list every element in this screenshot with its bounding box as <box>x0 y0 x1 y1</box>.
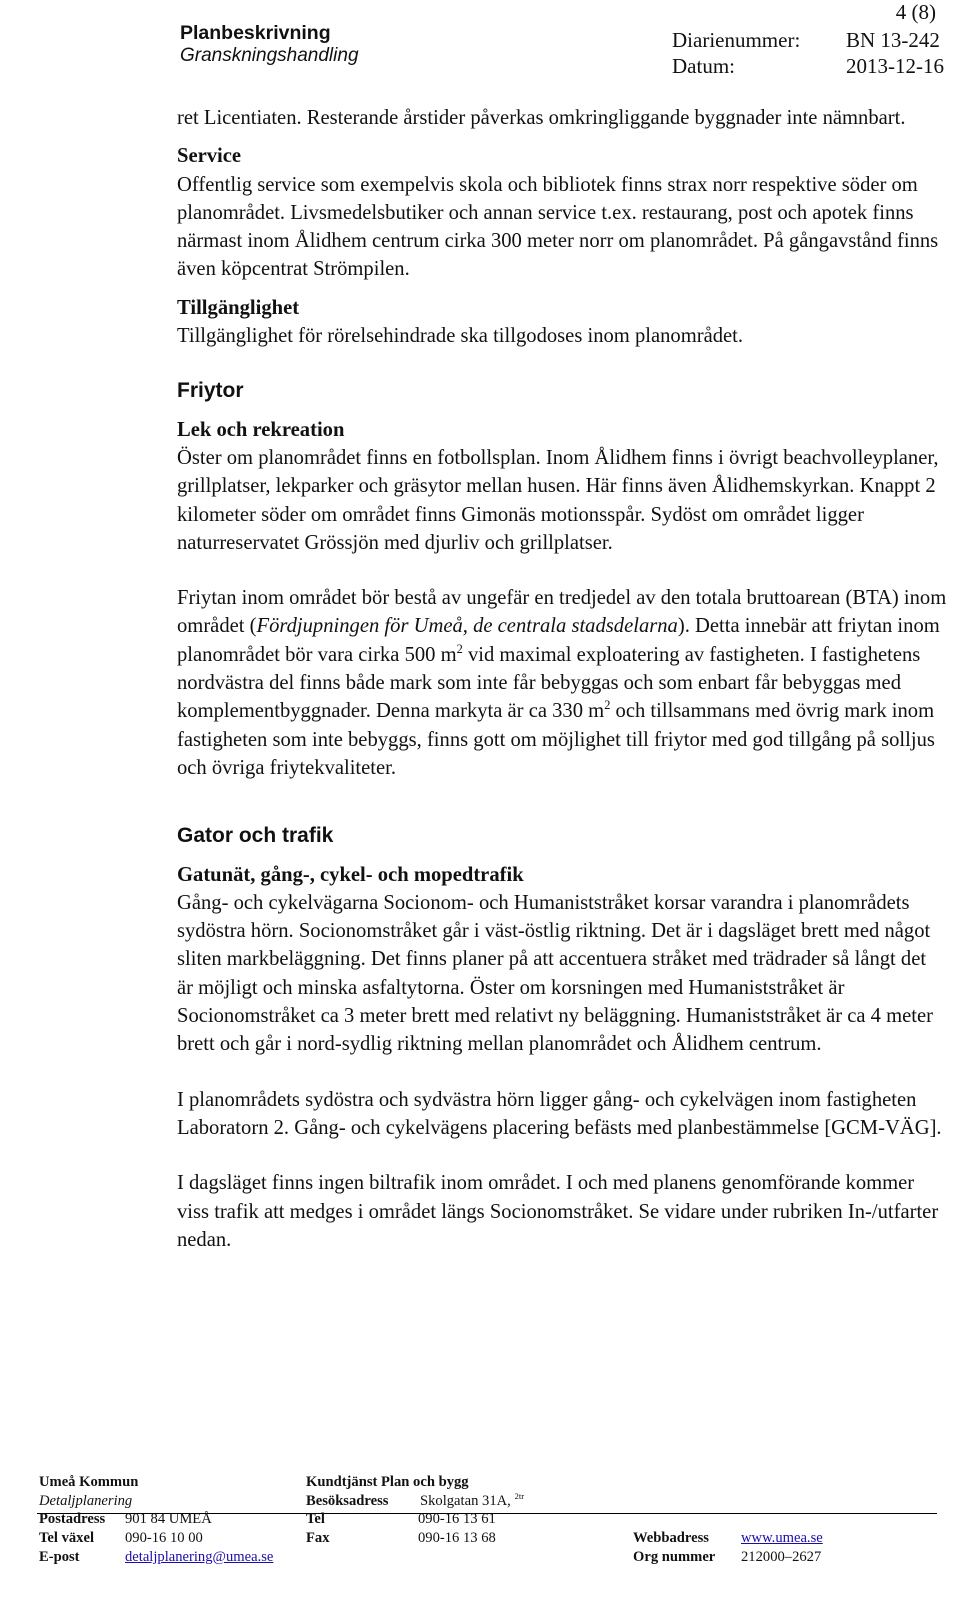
intro-paragraph: ret Licentiaten. Resterande årstider påverkas omkringliggande byggnader inte nämnbart. <box>177 107 906 129</box>
gatunat-paragraph: Gång- och cykelvägarna Socionom- och Humaniststråket korsar varandra i planområdets sydöstra hörn. Socionomstråket går i väst-östlig riktning. Det är i dagsläget brett med något sliten markbeläggning. Det finns planer på att accentuera stråket med trädrader så långt det är möjligt och minska asfaltytorna. Öster om korsningen med Humaniststråket är Socionomstråket ca 3 meter brett med relativt ny beläggning. Humaniststråket är ca 4 meter brett och går i nord-sydlig riktning mellan planområdet och Ålidhem centrum. <box>177 891 933 1056</box>
footer-fax-value: 090-16 13 68 <box>418 1530 496 1546</box>
footer-epost-label: E-post <box>39 1549 80 1565</box>
footer-tel-value: 090-16 13 61 <box>418 1511 496 1527</box>
footer-tel-label: Tel <box>306 1511 325 1527</box>
footer-orgnr-label: Org nummer <box>633 1549 716 1565</box>
datum-label: Datum: <box>672 54 735 78</box>
footer-besok-label: Besöksadress <box>306 1493 389 1509</box>
footer-orgnr-value: 212000–2627 <box>741 1549 822 1565</box>
document-status: Granskningshandling <box>180 45 359 66</box>
diarienummer-row <box>672 28 940 53</box>
footer-besok-value: Skolgatan 31A, $^{2tr}$ <box>420 1491 525 1509</box>
heading-gatunat: Gatunät, gång-, cykel- och mopedtrafik <box>177 863 524 886</box>
footer-telvaxel-label: Tel växel <box>39 1530 94 1546</box>
heading-gator-och-trafik: Gator och trafik <box>177 824 334 848</box>
footer-web-label: Webbadress <box>633 1530 709 1546</box>
footer-org-name: Umeå Kommun <box>39 1474 139 1490</box>
footer-web-link[interactable]: www.umea.se <box>741 1530 823 1546</box>
diarienummer-value: BN 13-242 <box>846 28 940 52</box>
heading-tillganglighet: Tillgänglighet <box>177 296 300 319</box>
service-paragraph: Offentlig service som exempelvis skola och bibliotek finns strax norr respektive söder om planområdet. Livsmedelsbutiker och annan service t.ex. restaurang, post och apotek finns närmast inom Ålidhem centrum cirka 300 meter norr om planområdet. På gångavstånd finns även köpcentrat Strömpilen. <box>177 173 939 281</box>
datum-row <box>672 54 944 79</box>
footer-kundtjanst: Kundtjänst Plan och bygg <box>306 1474 469 1490</box>
friytan-paragraph: Friytan inom området bör bestå av ungefär en tredjedel av den totala bruttoarean (BTA) inom området (Fördjupningen för Umeå, de centrala stadsdelarna). Detta innebär att friytan inom planområdet bör vara cirka 500 $m^2$ vid maximal exploatering av fastigheten. I fastighetens nordvästra del finns både mark som inte får bebyggas och som enbart får bebyggas med komplementbyggnader. Denna markyta är ca 330 $m^2$ och tillsammans med övrig mark inom fastigheten som inte bebyggs, finns gott om möjlighet till friytor med god tillgång på solljus och övriga friytekvaliteter. <box>177 587 947 779</box>
footer-postadress-value: 901 84 UMEÅ <box>125 1511 212 1527</box>
diarienummer-label: Diarienummer: <box>672 28 801 52</box>
lek-paragraph: Öster om planområdet finns en fotbollsplan. Inom Ålidhem finns i övrigt beachvolleyplaner, grillplatser, lekparker och gräsytor mellan husen. Här finns även Ålidhemskyrkan. Knappt 2 kilometer söder om området finns Gimonäs motionsspår. Sydöst om området ligger naturreservatet Grössjön med djurliv och grillplatser. <box>177 446 939 554</box>
document-title: Planbeskrivning <box>180 22 331 44</box>
heading-lek-och-rekreation: Lek och rekreation <box>177 418 345 441</box>
datum-value: 2013-12-16 <box>846 54 944 78</box>
biltrafik-paragraph: I dagsläget finns ingen biltrafik inom området. I och med planens genomförande kommer viss trafik att medges i området längs Socionomstråket. Se vidare under rubriken In-/utfarter nedan. <box>177 1172 939 1251</box>
heading-service: Service <box>177 145 242 168</box>
footer-fax-label: Fax <box>306 1530 330 1546</box>
footer-department: Detaljplanering <box>39 1493 133 1509</box>
page-number: 4 (8) <box>895 0 936 24</box>
footer-postadress-label: Postadress <box>39 1511 106 1527</box>
sydostra-paragraph: I planområdets sydöstra och sydvästra hörn ligger gång- och cykelvägen inom fastigheten Laboratorn 2. Gång- och cykelvägens placering befästs med planbestämmelse [GCM-VÄG]. <box>177 1088 942 1139</box>
heading-friytor: Friytor <box>177 379 244 403</box>
tillganglighet-paragraph: Tillgänglighet för rörelsehindrade ska tillgodoses inom planområdet. <box>177 325 744 348</box>
footer-epost-link[interactable]: detaljplanering@umea.se <box>125 1549 274 1565</box>
document-body <box>177 104 947 1254</box>
footer-telvaxel-value: 090-16 10 00 <box>125 1530 203 1546</box>
